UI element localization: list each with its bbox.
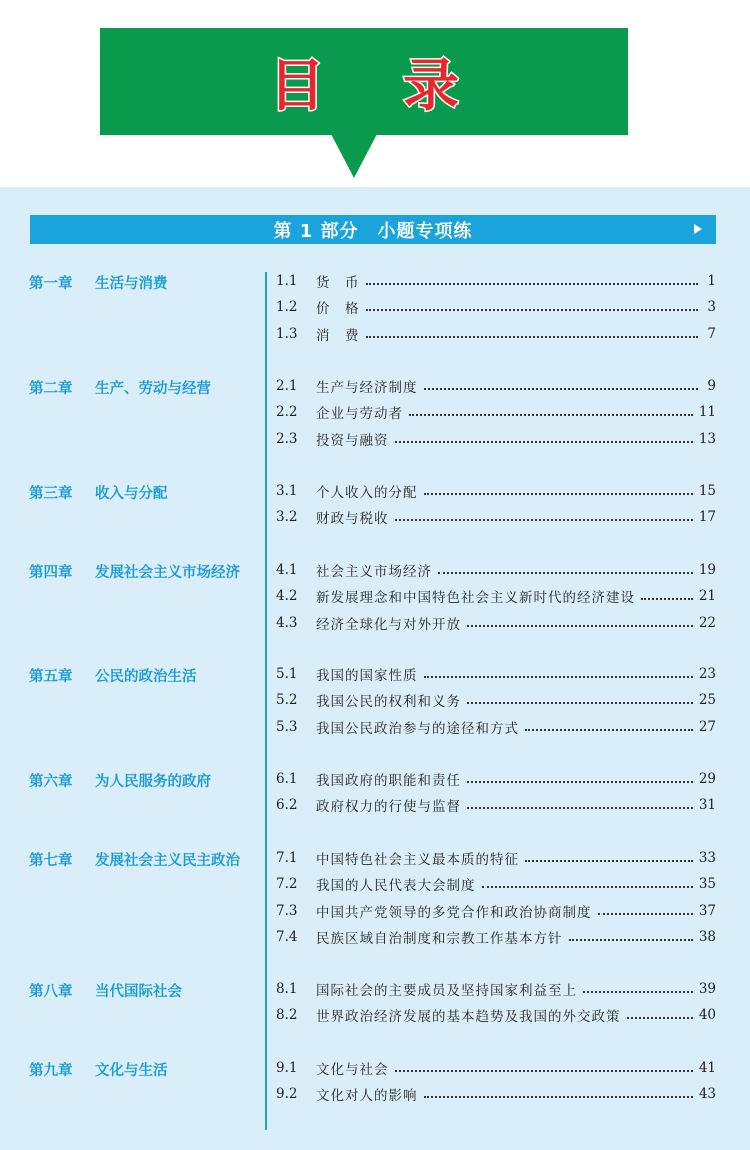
dot-leader — [424, 388, 699, 390]
section-number: 2.2 — [276, 404, 298, 421]
section-number: 5.1 — [276, 666, 298, 682]
chapter-heading[interactable] — [29, 980, 182, 1001]
section-title: 中国特色社会主义最本质的特征 — [316, 852, 519, 868]
page-title-char-2: 录 — [403, 53, 459, 119]
page-number: 7 — [707, 325, 716, 342]
page-number: 35 — [698, 876, 716, 893]
page-title — [100, 28, 628, 135]
banner-pointer — [331, 134, 377, 178]
dot-leader — [395, 1070, 693, 1072]
toc-entry[interactable] — [276, 1058, 716, 1078]
page-number: 9 — [707, 378, 716, 394]
dot-leader — [366, 309, 699, 311]
toc-entry[interactable] — [276, 717, 716, 737]
toc-entry[interactable] — [276, 324, 716, 344]
play-arrow-icon — [694, 224, 702, 234]
chapter-number: 第四章 — [29, 565, 73, 581]
section-title: 文化与社会 — [316, 1062, 389, 1078]
toc-entry[interactable] — [276, 927, 716, 947]
section-number: 2.1 — [276, 378, 298, 394]
section-number: 1.1 — [276, 273, 298, 289]
toc-entry[interactable] — [276, 795, 716, 815]
chapter-number: 第一章 — [29, 276, 73, 292]
chapter-heading[interactable] — [29, 665, 197, 686]
page-number: 19 — [698, 562, 716, 578]
section-title: 投资与融资 — [316, 432, 389, 449]
section-number: 9.2 — [276, 1086, 298, 1103]
chapter-title: 发展社会主义市场经济 — [95, 565, 240, 581]
page-number: 43 — [698, 1086, 716, 1103]
page-number: 11 — [698, 404, 716, 421]
dot-leader — [395, 519, 693, 521]
page-number: 41 — [698, 1060, 716, 1076]
toc-entry[interactable] — [276, 664, 716, 684]
dot-leader — [598, 913, 693, 915]
part-header-bar[interactable] — [30, 215, 716, 244]
section-title: 我国公民政治参与的途径和方式 — [316, 720, 519, 737]
toc-entry[interactable] — [276, 979, 716, 999]
section-number: 1.3 — [276, 325, 298, 342]
section-title: 财政与税收 — [316, 511, 389, 528]
toc-entry[interactable] — [276, 507, 716, 527]
chapter-title: 收入与分配 — [95, 486, 168, 502]
page-number: 25 — [698, 692, 716, 709]
dot-leader — [641, 598, 693, 600]
page-number: 29 — [698, 771, 716, 787]
section-title: 我国的人民代表大会制度 — [316, 878, 476, 895]
toc-entry[interactable] — [276, 402, 716, 422]
chapter-number: 第五章 — [29, 669, 73, 685]
page-number: 27 — [698, 718, 716, 735]
chapter-title: 文化与生活 — [95, 1063, 168, 1079]
chapter-title: 发展社会主义民主政治 — [95, 853, 240, 869]
section-title: 国际社会的主要成员及坚持国家利益至上 — [316, 983, 577, 999]
section-number: 7.2 — [276, 876, 298, 893]
chapter-number: 第六章 — [29, 774, 73, 790]
toc-entry[interactable] — [276, 297, 716, 317]
page-number: 1 — [707, 273, 716, 289]
section-title: 政府权力的行使与监督 — [316, 799, 461, 816]
section-number: 7.4 — [276, 928, 298, 945]
section-number: 4.1 — [276, 562, 298, 578]
dot-leader — [366, 283, 699, 285]
page-number: 39 — [698, 981, 716, 997]
chapter-number: 第九章 — [29, 1063, 73, 1079]
dot-leader — [438, 572, 693, 574]
dot-leader — [467, 702, 693, 704]
toc-entry[interactable] — [276, 848, 716, 868]
dot-leader — [583, 991, 693, 993]
page-number: 37 — [698, 902, 716, 919]
section-title: 货 币 — [316, 275, 360, 291]
section-title: 个人收入的分配 — [316, 485, 418, 501]
dot-leader — [467, 625, 693, 627]
toc-entry[interactable] — [276, 586, 716, 606]
section-title: 我国公民的权利和义务 — [316, 694, 461, 711]
chapter-heading[interactable] — [29, 377, 211, 398]
dot-leader — [424, 1096, 693, 1098]
section-number: 6.1 — [276, 771, 298, 787]
chapter-heading[interactable] — [29, 849, 240, 870]
chapter-title: 生活与消费 — [95, 276, 168, 292]
section-title: 我国的国家性质 — [316, 668, 418, 684]
chapter-title: 生产、劳动与经营 — [95, 381, 211, 397]
dot-leader — [467, 807, 693, 809]
dot-leader — [482, 886, 693, 888]
page-number: 40 — [698, 1007, 716, 1024]
section-title: 文化对人的影响 — [316, 1088, 418, 1105]
dot-leader — [525, 860, 693, 862]
chapter-title: 当代国际社会 — [95, 984, 182, 1000]
chapter-number: 第八章 — [29, 984, 73, 1000]
dot-leader — [569, 939, 693, 941]
page-number: 31 — [698, 797, 716, 814]
page-number: 33 — [698, 850, 716, 866]
page-number: 23 — [698, 666, 716, 682]
dot-leader — [395, 441, 693, 443]
section-number: 3.1 — [276, 483, 298, 499]
page-number: 22 — [698, 614, 716, 631]
section-title: 中国共产党领导的多党合作和政治协商制度 — [316, 904, 592, 921]
dot-leader — [409, 414, 693, 416]
section-title: 价 格 — [316, 301, 360, 318]
section-number: 5.3 — [276, 718, 298, 735]
chapter-heading[interactable] — [29, 770, 211, 791]
section-title: 社会主义市场经济 — [316, 564, 432, 580]
page-number: 15 — [698, 483, 716, 499]
page-number: 3 — [707, 299, 716, 316]
divider-line — [265, 272, 267, 1130]
dot-leader — [424, 493, 693, 495]
dot-leader — [525, 729, 693, 731]
section-number: 4.2 — [276, 588, 298, 605]
toc-entry[interactable] — [276, 376, 716, 396]
chapter-title: 公民的政治生活 — [95, 669, 197, 685]
section-title: 企业与劳动者 — [316, 406, 403, 423]
page-number: 21 — [698, 588, 716, 605]
chapter-title: 为人民服务的政府 — [95, 774, 211, 790]
toc-entry[interactable] — [276, 271, 716, 291]
section-title: 我国政府的职能和责任 — [316, 773, 461, 789]
chapter-number: 第七章 — [29, 853, 73, 869]
section-number: 6.2 — [276, 797, 298, 814]
toc-entry[interactable] — [276, 1084, 716, 1104]
section-number: 2.3 — [276, 430, 298, 447]
toc-entry[interactable] — [276, 1005, 716, 1025]
dot-leader — [627, 1017, 693, 1019]
chapter-heading[interactable] — [29, 482, 168, 503]
part-title: 第 1 部分 小题专项练 — [273, 220, 473, 242]
section-number: 7.1 — [276, 850, 298, 866]
section-title: 生产与经济制度 — [316, 380, 418, 396]
section-number: 7.3 — [276, 902, 298, 919]
section-number: 5.2 — [276, 692, 298, 709]
chapter-heading[interactable] — [29, 561, 240, 582]
section-title: 民族区域自治制度和宗教工作基本方针 — [316, 930, 563, 947]
section-number: 3.2 — [276, 509, 298, 526]
toc-entry[interactable] — [276, 769, 716, 789]
section-title: 经济全球化与对外开放 — [316, 616, 461, 633]
dot-leader — [366, 336, 699, 338]
section-number: 1.2 — [276, 299, 298, 316]
section-title: 世界政治经济发展的基本趋势及我国的外交政策 — [316, 1009, 621, 1026]
dot-leader — [424, 676, 693, 678]
page-number: 13 — [698, 430, 716, 447]
chapter-number: 第三章 — [29, 486, 73, 502]
chapter-heading[interactable] — [29, 272, 168, 293]
toc-entry[interactable] — [276, 613, 716, 633]
section-number: 4.3 — [276, 614, 298, 631]
toc-entry[interactable] — [276, 560, 716, 580]
page-title-char-1: 目 — [269, 53, 325, 119]
chapter-number: 第二章 — [29, 381, 73, 397]
section-number: 9.1 — [276, 1060, 298, 1076]
section-number: 8.1 — [276, 981, 298, 997]
toc-entry[interactable] — [276, 481, 716, 501]
toc-entry[interactable] — [276, 901, 716, 921]
section-number: 8.2 — [276, 1007, 298, 1024]
section-title: 新发展理念和中国特色社会主义新时代的经济建设 — [316, 590, 635, 607]
chapter-heading[interactable] — [29, 1059, 168, 1080]
toc-entry[interactable] — [276, 690, 716, 710]
page-number: 17 — [698, 509, 716, 526]
section-title: 消 费 — [316, 327, 360, 344]
dot-leader — [467, 781, 693, 783]
page-number: 38 — [698, 928, 716, 945]
toc-entry[interactable] — [276, 874, 716, 894]
toc-entry[interactable] — [276, 429, 716, 449]
